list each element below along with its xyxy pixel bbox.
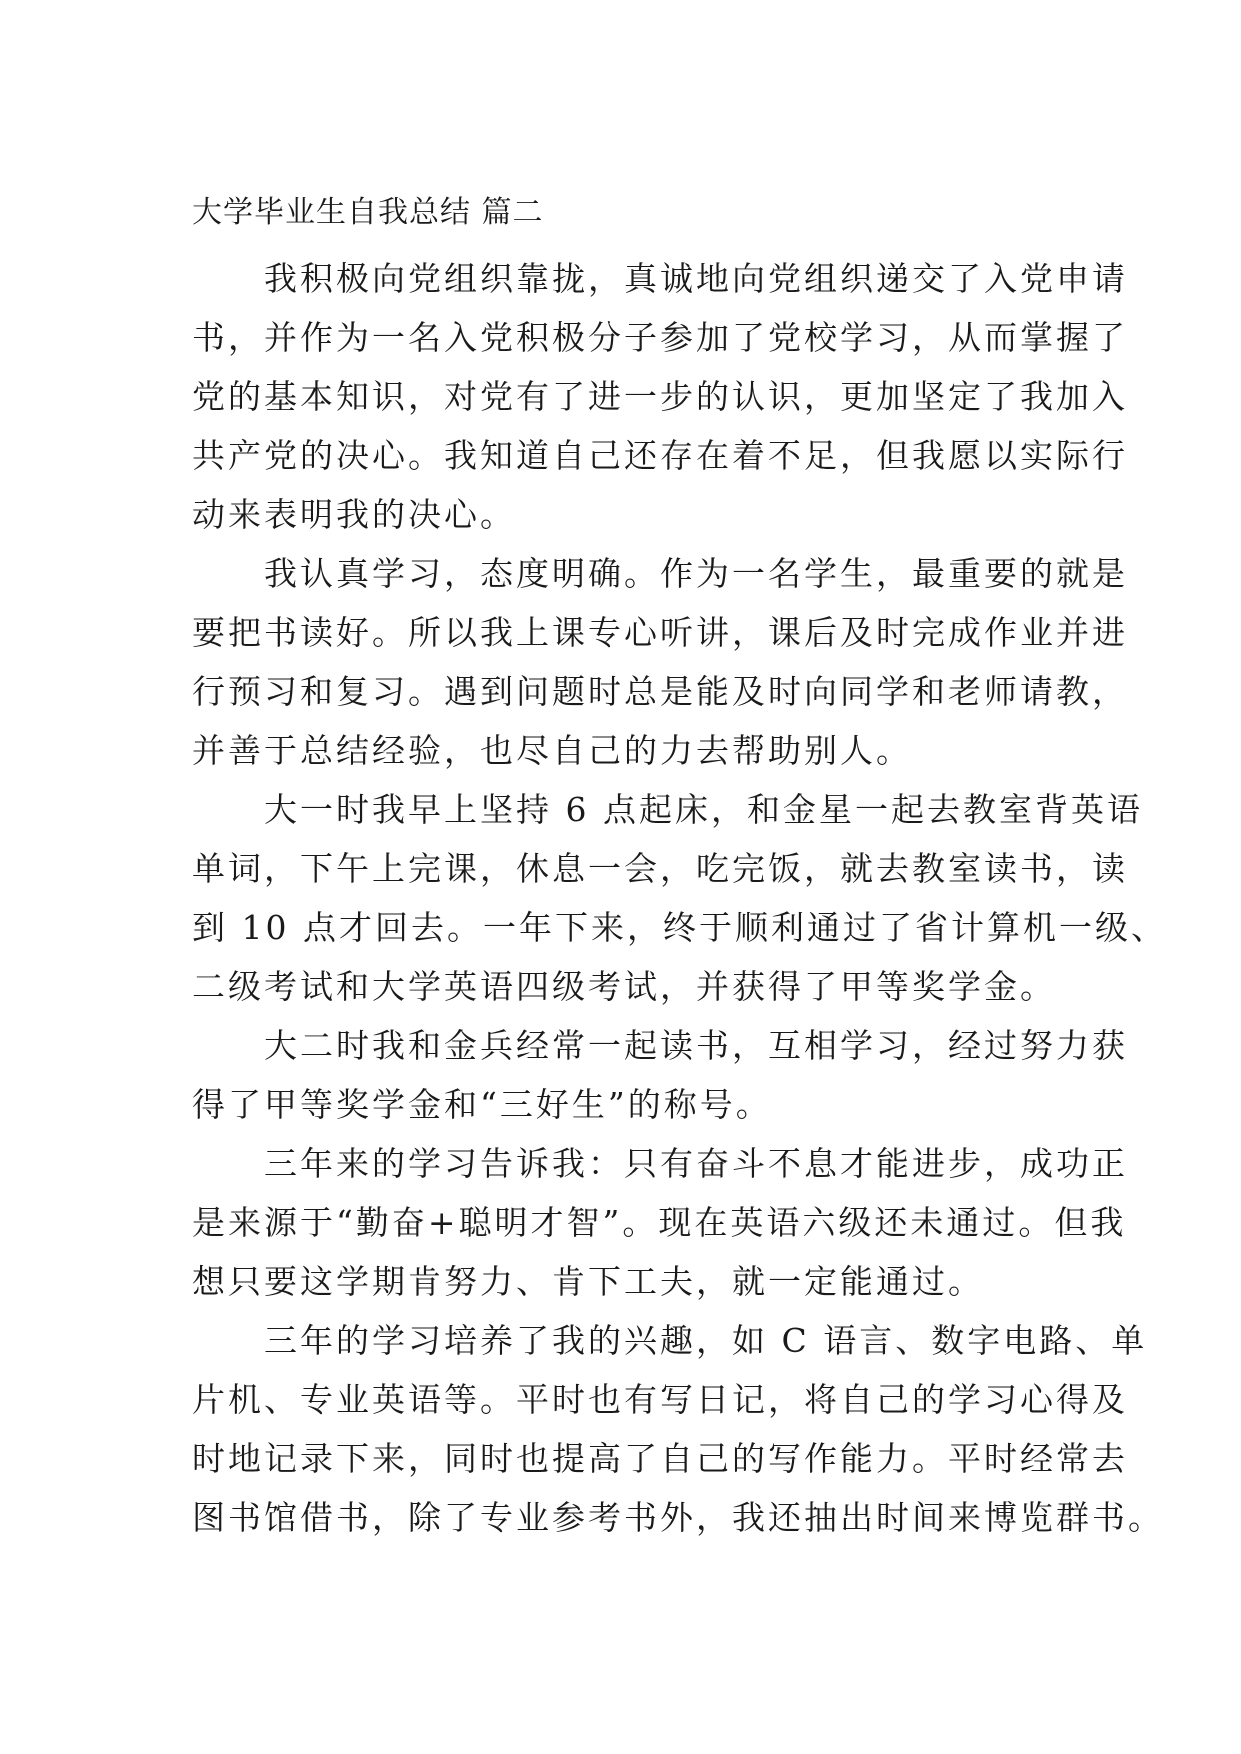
text-line: 并善于总结经验，也尽自己的力去帮助别人。 [192,731,912,770]
text-line: 三年的学习培养了我的兴趣，如 C 语言、数字电路、单 [192,1321,1148,1360]
text-line: 我认真学习，态度明确。作为一名学生，最重要的就是 [192,554,1128,593]
text-line: 三年来的学习告诉我：只有奋斗不息才能进步，成功正 [192,1144,1128,1183]
paragraph [192,1016,1128,1134]
text-line: 是来源于“勤奋+聪明才智”。现在英语六级还未通过。但我 [192,1203,1127,1242]
paragraph [192,544,1128,780]
document-body [192,249,1167,1547]
paragraph [192,780,1167,1016]
text-line: 图书馆借书，除了专业参考书外，我还抽出时间来博览群书。 [192,1498,1164,1537]
text-line: 党的基本知识，对党有了进一步的认识，更加坚定了我加入 [192,377,1128,416]
text-line: 得了甲等奖学金和“三好生”的称号。 [192,1085,772,1124]
text-line: 要把书读好。所以我上课专心听讲，课后及时完成作业并进 [192,613,1128,652]
paragraph [192,1311,1164,1547]
text-line: 大一时我早上坚持 6 点起床，和金星一起去教室背英语 [192,790,1143,829]
document-title: 大学毕业生自我总结 篇二 [192,195,544,230]
text-line: 动来表明我的决心。 [192,495,516,534]
text-line: 想只要这学期肯努力、肯下工夫，就一定能通过。 [192,1262,984,1301]
text-line: 我积极向党组织靠拢，真诚地向党组织递交了入党申请 [192,259,1128,298]
paragraph [192,1134,1128,1311]
text-line: 单词，下午上完课，休息一会，吃完饭，就去教室读书，读 [192,849,1128,888]
text-line: 到 10 点才回去。一年下来，终于顺利通过了省计算机一级、 [192,908,1167,947]
text-line: 共产党的决心。我知道自己还存在着不足，但我愿以实际行 [192,436,1128,475]
text-line: 行预习和复习。遇到问题时总是能及时向同学和老师请教， [192,672,1128,711]
text-line: 时地记录下来，同时也提高了自己的写作能力。平时经常去 [192,1439,1128,1478]
text-line: 二级考试和大学英语四级考试，并获得了甲等奖学金。 [192,967,1056,1006]
paragraph [192,249,1128,544]
text-line: 片机、专业英语等。平时也有写日记，将自己的学习心得及 [192,1380,1128,1419]
text-line: 大二时我和金兵经常一起读书，互相学习，经过努力获 [192,1026,1128,1065]
document-page [192,190,1167,1547]
text-line: 书，并作为一名入党积极分子参加了党校学习，从而掌握了 [192,318,1128,357]
